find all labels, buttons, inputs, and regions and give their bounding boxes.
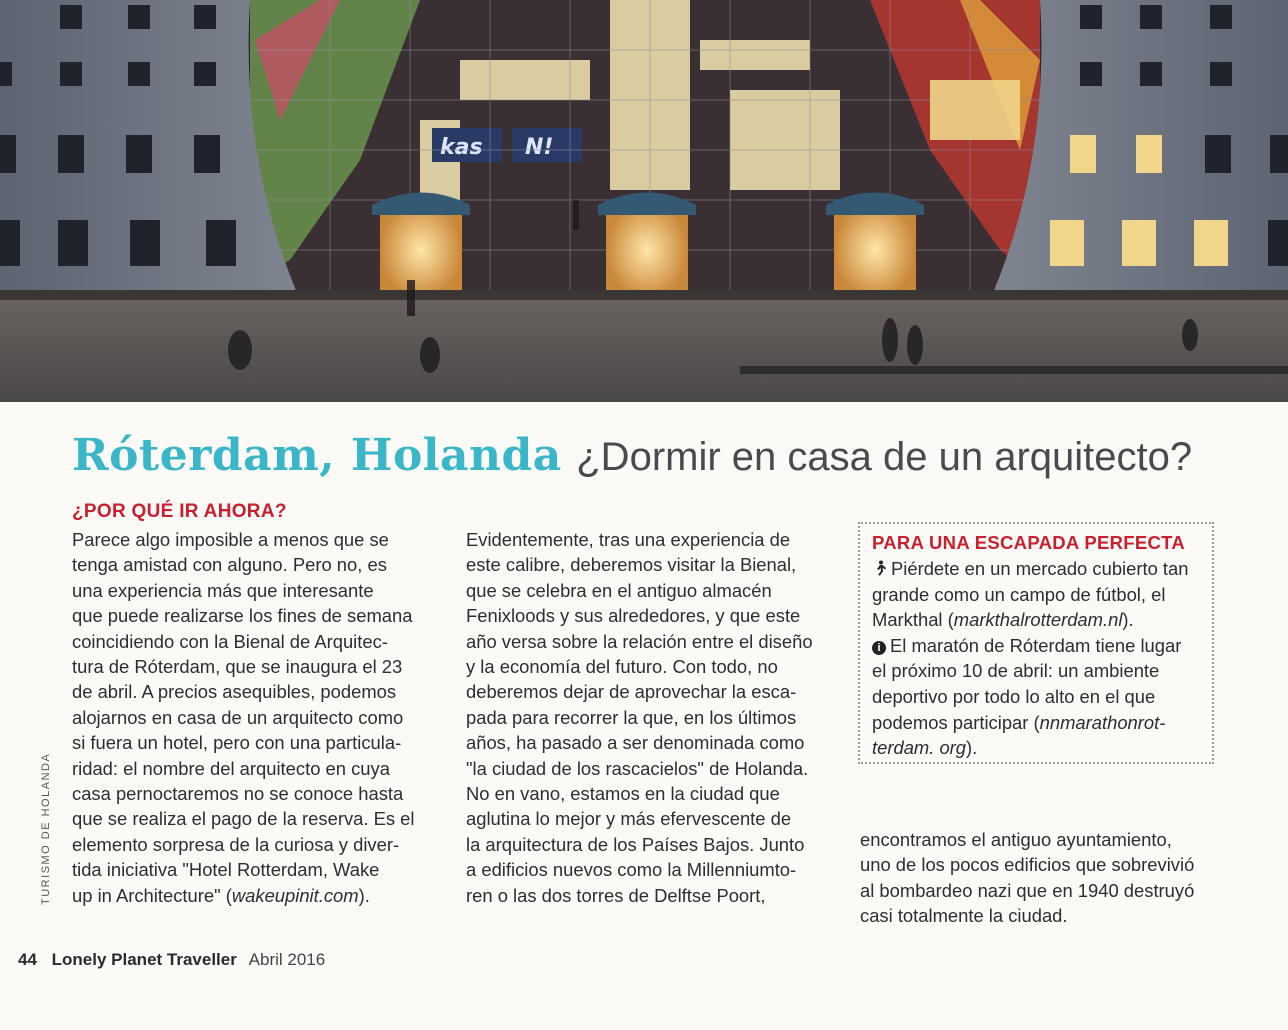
page-number: 44 [18, 950, 37, 969]
text-line: Parece algo imposible a menos que se [72, 529, 389, 550]
text-fragment: Piérdete en un mercado cubierto tan [891, 558, 1189, 579]
markthal-link[interactable]: markthalrotterdam.nl [953, 609, 1123, 631]
text-fragment: Markthal ( [872, 609, 954, 631]
text-line: si fuera un hotel, pero con una particula- [72, 732, 402, 754]
text-line: a edificios nuevos como la Millenniumto- [466, 859, 797, 881]
markthal-photo [0, 0, 1288, 402]
text-fragment: up in Architecture" ( [72, 884, 232, 906]
photo-credit: TURISMO DE HOLANDA [40, 752, 52, 905]
text-fragment: ). [966, 737, 978, 759]
text-line: pada para recorrer la que, en los últimos [466, 706, 797, 728]
text-line: una experiencia más que interesante [72, 579, 374, 601]
tips-item-2-line: el próximo 10 de abril: un ambiente [872, 660, 1160, 682]
text-line-last [72, 883, 432, 908]
magazine-name: Lonely Planet Traveller [51, 950, 237, 969]
article-column-1 [72, 527, 432, 908]
marathon-link-part-2[interactable]: terdam. org [872, 737, 967, 759]
text-line: "la ciudad de los rascacielos" de Holanda. [466, 757, 809, 779]
text-fragment: ). [358, 884, 370, 906]
text-line: aglutina lo mejor y más efervescente de [466, 808, 792, 830]
article-column-2 [466, 527, 831, 908]
article-column-3 [860, 827, 1220, 929]
text-line: elemento sorpresa de la curiosa y diver- [72, 833, 400, 855]
text-line: año versa sobre la relación entre el diseño [466, 630, 813, 652]
text-line: este calibre, deberemos visitar la Bienal, [466, 554, 797, 576]
tips-item-1-line [872, 556, 1212, 582]
article-headline [72, 430, 1252, 490]
text-line: tura de Róterdam, que se inaugura el 23 [72, 656, 403, 678]
walking-person-icon [872, 560, 888, 576]
text-line: ridad: el nombre del arquitecto en cuya [72, 757, 390, 779]
text-line: Evidentemente, tras una experiencia de [466, 529, 791, 550]
tips-box-title: PARA UNA ESCAPADA PERFECTA [872, 532, 1186, 553]
text-line: tenga amistad con alguno. Pero no, es [72, 554, 387, 576]
headline-question: ¿Dormir en casa de un arquitecto? [576, 435, 1193, 479]
text-line: que se celebra en el antiguo almacén [466, 579, 772, 601]
text-fragment: podemos participar ( [872, 711, 1040, 733]
text-line: y la economía del futuro. Con todo, no [466, 656, 778, 678]
text-fragment: El maratón de Róterdam tiene lugar [890, 634, 1182, 656]
text-line: casa pernoctaremos no se conoce hasta [72, 783, 404, 805]
text-line: ren o las dos torres de Delftse Poort, [466, 884, 766, 906]
text-line: años, ha pasado a ser denominada como [466, 732, 805, 754]
issue-date: Abril 2016 [248, 950, 326, 969]
tips-item-2-line [872, 735, 1212, 761]
text-line: deberemos dejar de aprovechar la esca- [466, 681, 797, 703]
text-line: encontramos el antiguo ayuntamiento, [860, 829, 1172, 850]
headline-place: Róterdam, Holanda [72, 430, 562, 481]
website-link[interactable]: wakeupinit.com [231, 884, 359, 906]
tips-item-2-line [872, 633, 1212, 659]
tips-item-2-line: deportivo por todo lo alto en el que [872, 685, 1156, 707]
text-line: No en vano, estamos en la ciudad que [466, 783, 780, 805]
text-line: tida iniciativa "Hotel Rotterdam, Wake [72, 859, 380, 881]
tips-item-2-line [872, 710, 1212, 736]
section-subhead: ¿POR QUÉ IR AHORA? [72, 501, 287, 522]
text-line: uno de los pocos edificios que sobrevivió [860, 854, 1195, 876]
text-line: de abril. A precios asequibles, podemos [72, 681, 397, 703]
marathon-link-part-1[interactable]: nnmarathonrot- [1039, 711, 1166, 733]
tips-box [858, 522, 1214, 764]
text-fragment: ). [1122, 609, 1134, 631]
text-line: Fenixloods y sus alrededores, y que este [466, 605, 801, 627]
text-line: al bombardeo nazi que en 1940 destruyó [860, 879, 1195, 901]
tips-item-1-line [872, 607, 1212, 633]
text-line: que se realiza el pago de la reserva. Es el [72, 808, 415, 830]
text-line: que puede realizarse los fines de semana [72, 605, 413, 627]
page-footer [18, 950, 325, 970]
text-line: la arquitectura de los Países Bajos. Junto [466, 833, 805, 855]
photo-sign-2: N! [525, 135, 554, 160]
text-line: alojarnos en casa de un arquitecto como [72, 706, 404, 728]
photo-sign-1: kas [440, 135, 483, 160]
tips-item-1-line: grande como un campo de fútbol, el [872, 583, 1166, 605]
info-icon: i [872, 641, 886, 655]
text-line: coincidiendo con la Bienal de Arquitec- [72, 630, 388, 652]
text-line: casi totalmente la ciudad. [860, 905, 1068, 927]
